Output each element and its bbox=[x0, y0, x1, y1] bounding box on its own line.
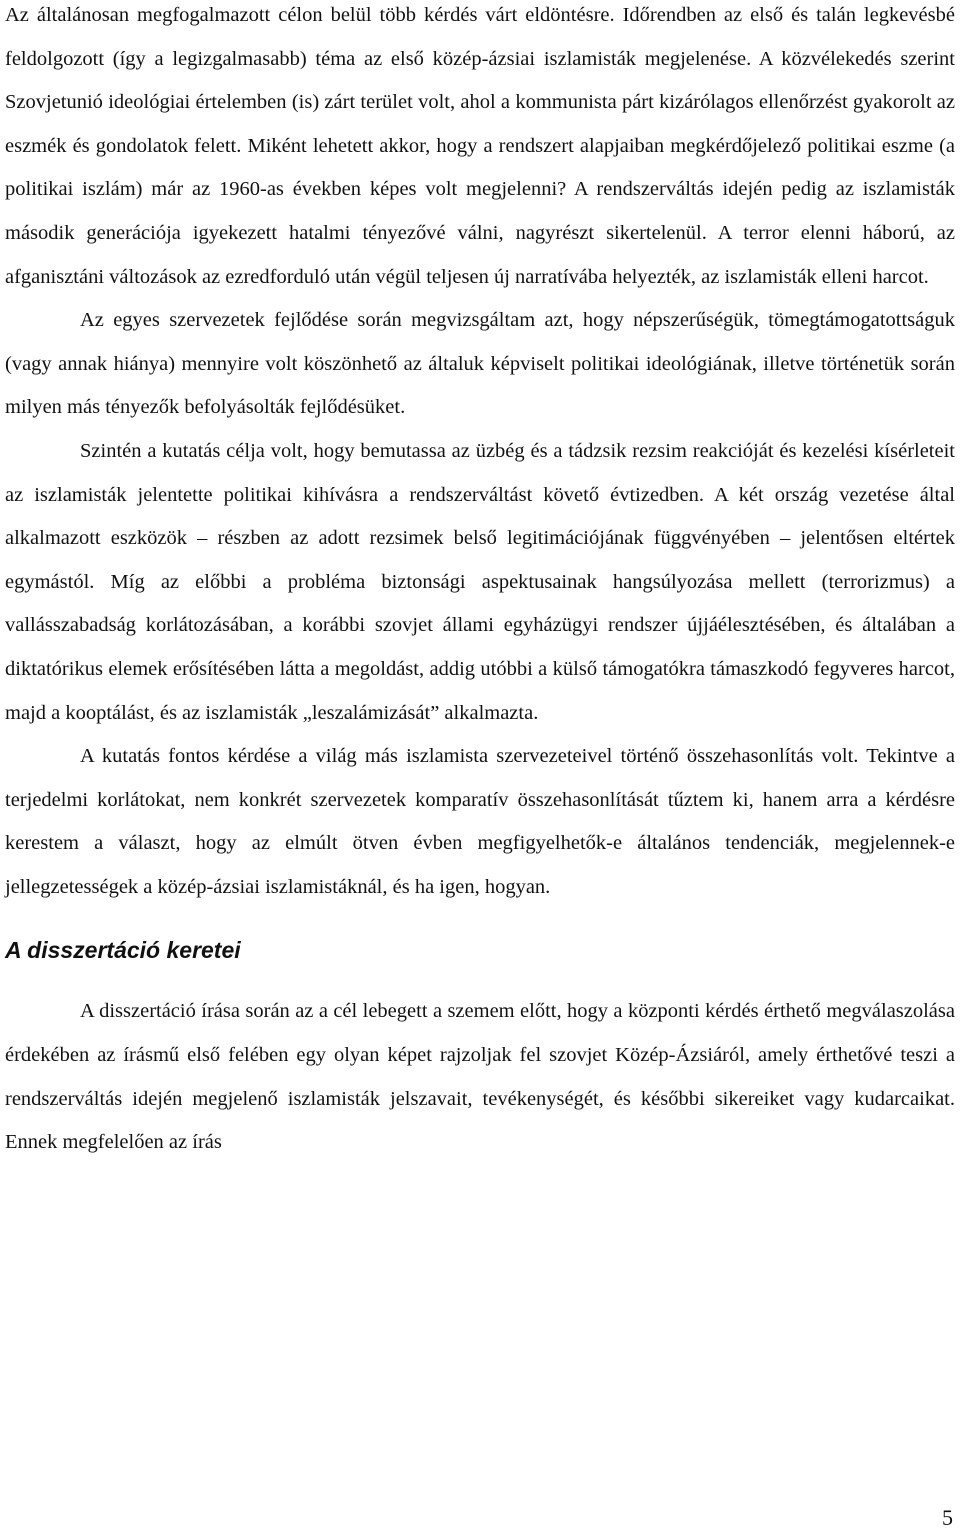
body-paragraph-5: A disszertáció írása során az a cél lebegett a szemem előtt, hogy a központi kérdés érthető megválaszolása érdekében az írásmű első felében egy olyan képet rajzoljak fel szovjet Közép-Ázsiáról, amely érthetővé teszi a rendszerváltás idején megjelenő iszlamisták jelszavait, tevékenységét, és későbbi sikereiket vagy kudarcaikat. Ennek megfelelően az írás bbox=[5, 1000, 955, 1154]
page-number: 5 bbox=[942, 1505, 953, 1530]
body-paragraph-3: Szintén a kutatás célja volt, hogy bemutassa az üzbég és a tádzsik rezsim reakcióját és kezelési kísérleteit az iszlamisták jelentette politikai kihívásra a rendszerváltást követő évtizedben. A két ország vezetése által alkalmazott eszközök – részben az adott rezsimek belső legitimációjának függvényében – jelentősen eltértek egymástól. Míg az előbbi a probléma biztonsági aspektusainak hangsúlyozása mellett (terrorizmus) a vallásszabadság korlátozásában, a korábbi szovjet állami egyházügyi rendszer újjáélesztésében, és általában a diktatórikus elemek erősítésében látta a megoldást, addig utóbbi a külső támogatókra támaszkodó fegyveres harcot, majd a kooptálást, és az iszlamisták „leszalámizását” alkalmazta. bbox=[5, 439, 955, 724]
body-paragraph-4: A kutatás fontos kérdése a világ más iszlamista szervezeteivel történő összehasonlítás volt. Tekintve a terjedelmi korlátokat, nem konkrét szervezetek komparatív összehasonlítását tűztem ki, hanem arra a kérdésre kerestem a választ, hogy az elmúlt ötven évben megfigyelhetők-e általános tendenciák, megjelennek-e jellegzetességek a közép-ázsiai iszlamistáknál, és ha igen, hogyan. bbox=[5, 745, 955, 898]
page-content bbox=[5, 0, 955, 1165]
body-paragraph-2: Az egyes szervezetek fejlődése során megvizsgáltam azt, hogy népszerűségük, tömegtámogatottságuk (vagy annak hiánya) mennyire volt köszönhető az általuk képviselt politikai ideológiának, illetve történetük során milyen más tényezők befolyásolták fejlődésüket. bbox=[5, 309, 955, 419]
body-paragraph-1: Az általánosan megfogalmazott célon belül több kérdés várt eldöntésre. Időrendben az első és talán legkevésbé feldolgozott (így a legizgalmasabb) téma az első közép-ázsiai iszlamisták megjelenése. A közvélekedés szerint Szovjetunió ideológiai értelemben (is) zárt terület volt, ahol a kommunista párt kizárólagos ellenőrzést gyakorolt az eszmék és gondolatok felett. Miként lehetett akkor, hogy a rendszert alapjaiban megkérdőjelező politikai eszme (a politikai iszlám) már az 1960-as években képes volt megjelenni? A rendszerváltás idején pedig az iszlamisták második generációja igyekezett hatalmi tényezővé válni, nagyrészt sikertelenül. A terror elenni háború, az afganisztáni változások az ezredforduló után végül teljesen új narratívába helyezték, az iszlamisták elleni harcot. bbox=[5, 4, 955, 288]
section-heading: A disszertáció keretei bbox=[5, 937, 241, 964]
